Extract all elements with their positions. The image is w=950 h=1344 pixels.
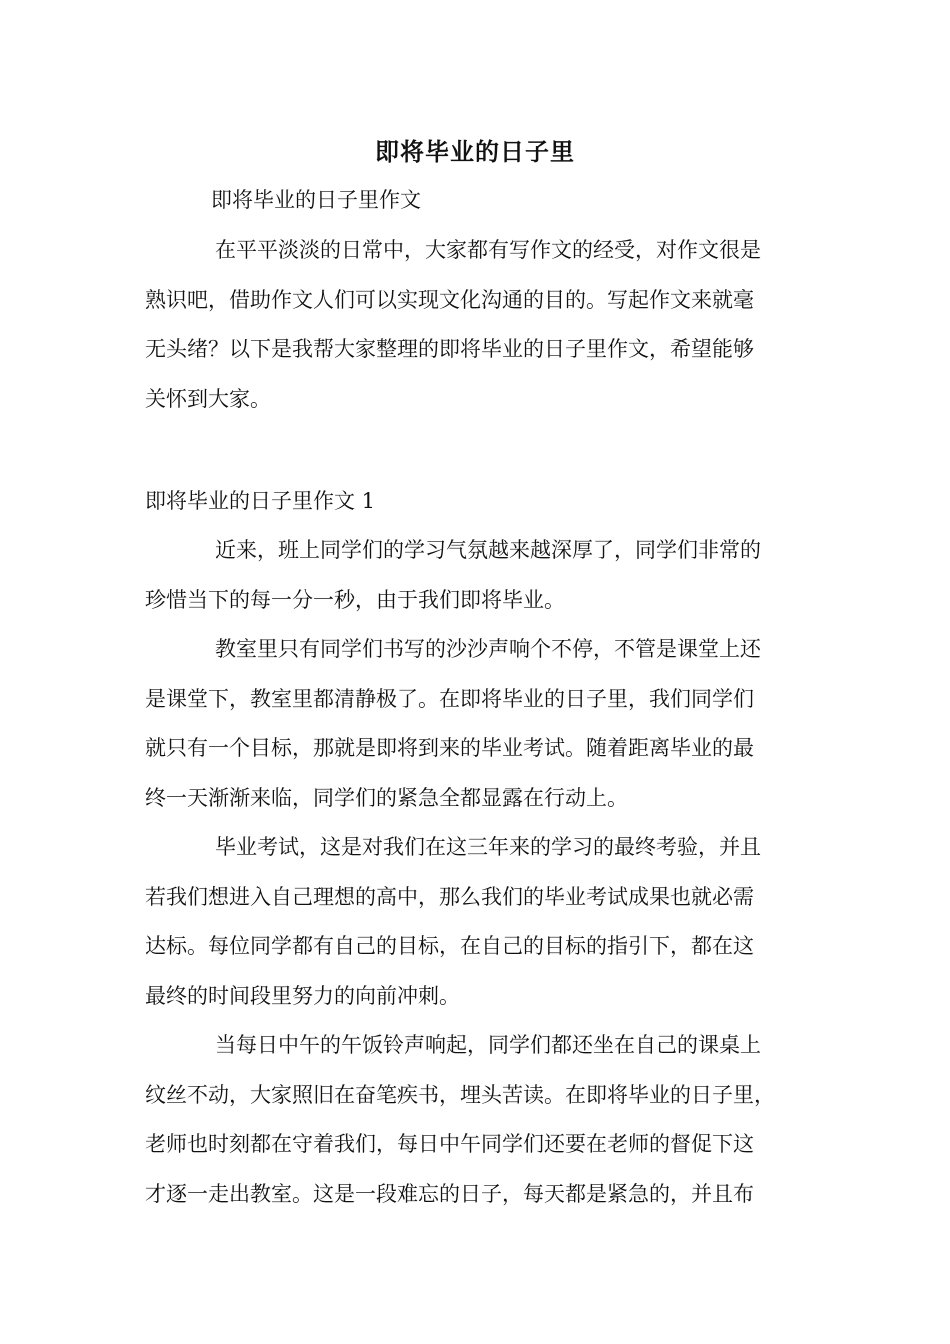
text-line: 无头绪？以下是我帮大家整理的即将毕业的日子里作文，希望能够 [145, 337, 754, 361]
text-line: 才逐一走出教室。这是一段难忘的日子，每天都是紧急的，并且布 [145, 1181, 754, 1206]
text-line: 是课堂下，教室里都清静极了。在即将毕业的日子里，我们同学们 [145, 686, 754, 711]
text-line: 近来，班上同学们的学习气氛越来越深厚了，同学们非常的 [215, 538, 761, 562]
text-line: 在平平淡淡的日常中，大家都有写作文的经受，对作文很是 [215, 238, 761, 262]
text-line: 当每日中午的午饭铃声响起，同学们都还坐在自己的课桌上 [215, 1033, 761, 1057]
document-title: 即将毕业的日子里 [375, 137, 575, 166]
text-line: 若我们想进入自己理想的高中，那么我们的毕业考试成果也就必需 [145, 884, 754, 909]
text-line: 就只有一个目标，那就是即将到来的毕业考试。随着距离毕业的最 [145, 736, 754, 760]
section-heading: 即将毕业的日子里作文 1 [145, 489, 376, 513]
text-line: 老师也时刻都在守着我们，每日中午同学们还要在老师的督促下这 [145, 1132, 754, 1156]
text-line: 终一天渐渐来临，同学们的紧急全都显露在行动上。 [145, 785, 628, 810]
text-line: 关怀到大家。 [145, 386, 271, 411]
text-line: 纹丝不动，大家照旧在奋笔疾书，埋头苦读。在即将毕业的日子里， [145, 1082, 775, 1107]
text-line: 达标。每位同学都有自己的目标，在自己的目标的指引下，都在这 [145, 934, 754, 958]
intro-paragraph [145, 226, 825, 424]
essay-body [145, 526, 825, 1219]
text-line: 最终的时间段里努力的向前冲刺。 [145, 983, 460, 1008]
text-line: 熟识吧，借助作文人们可以实现文化沟通的目的。写起作文来就毫 [145, 287, 754, 312]
text-line: 毕业考试，这是对我们在这三年来的学习的最终考验，并且 [215, 835, 761, 859]
text-line: 珍惜当下的每一分一秒，由于我们即将毕业。 [145, 587, 565, 612]
text-line: 教室里只有同学们书写的沙沙声响个不停，不管是课堂上还 [215, 637, 761, 661]
document-subtitle: 即将毕业的日子里作文 [211, 188, 421, 212]
